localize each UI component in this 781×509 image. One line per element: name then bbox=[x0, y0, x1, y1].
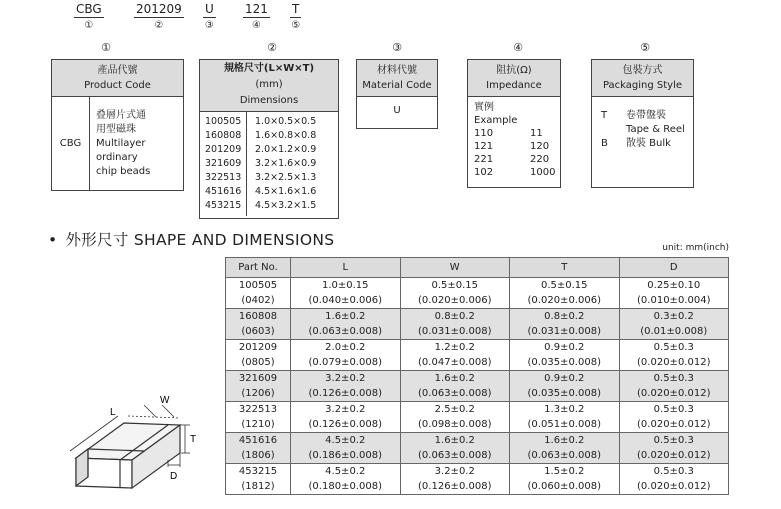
table-cell-l: 4.5±0.2 bbox=[291, 433, 401, 449]
table-cell-d: 0.5±0.3 bbox=[619, 402, 729, 418]
header-d: D bbox=[619, 258, 729, 278]
table-cell-w: (0.063±0.008) bbox=[400, 448, 510, 464]
table-row bbox=[226, 479, 729, 495]
header-w: W bbox=[400, 258, 510, 278]
dimension-row: 100505 1.0×0.5×0.5 bbox=[205, 116, 317, 127]
diagram-label-t: T bbox=[190, 434, 197, 445]
table-cell-d: (0.020±0.012) bbox=[619, 386, 729, 402]
table-cell-w: (0.126±0.008) bbox=[400, 479, 510, 495]
table-cell-part: 322513 bbox=[226, 402, 291, 418]
circle-number-1: ① bbox=[101, 41, 111, 54]
table-cell-t: 0.5±0.15 bbox=[510, 278, 620, 294]
code-part-packaging: T ⑤ bbox=[291, 2, 301, 31]
table-cell-l: (0.186±0.008) bbox=[291, 448, 401, 464]
table-cell-t: 0.9±0.2 bbox=[510, 340, 620, 356]
table-cell-part: 201209 bbox=[226, 340, 291, 356]
table-cell-t: (0.035±0.008) bbox=[510, 386, 620, 402]
table-cell-part: (0402) bbox=[226, 293, 291, 309]
material-code-header: 材料代號 Material Code bbox=[357, 60, 437, 97]
table-row bbox=[226, 340, 729, 356]
diagram-label-d: D bbox=[170, 471, 178, 482]
dimension-row: 451616 4.5×1.6×1.6 bbox=[205, 186, 317, 197]
table-cell-l: (0.126±0.008) bbox=[291, 386, 401, 402]
circle-number-2: ② bbox=[267, 41, 277, 54]
table-cell-w: 1.6±0.2 bbox=[400, 371, 510, 387]
table-row bbox=[226, 324, 729, 340]
table-cell-part: 100505 bbox=[226, 278, 291, 294]
table-row bbox=[226, 386, 729, 402]
product-code-header: 產品代號 Product Code bbox=[52, 60, 183, 97]
table-row bbox=[226, 433, 729, 449]
table-cell-w: (0.031±0.008) bbox=[400, 324, 510, 340]
table-row bbox=[226, 371, 729, 387]
table-cell-part: (1812) bbox=[226, 479, 291, 495]
impedance-box bbox=[467, 59, 561, 188]
table-cell-t: 1.3±0.2 bbox=[510, 402, 620, 418]
unit-label: unit: mm(inch) bbox=[662, 243, 729, 253]
table-cell-t: 1.6±0.2 bbox=[510, 433, 620, 449]
section-title: • 外形尺寸 SHAPE AND DIMENSIONS bbox=[48, 231, 335, 249]
table-cell-d: (0.020±0.012) bbox=[619, 355, 729, 371]
table-cell-t: (0.051±0.008) bbox=[510, 417, 620, 433]
table-cell-w: (0.020±0.006) bbox=[400, 293, 510, 309]
code-part-material: U ③ bbox=[204, 2, 214, 31]
dimension-row: 322513 3.2×2.5×1.3 bbox=[205, 172, 317, 183]
dimensions-list bbox=[200, 112, 338, 213]
dimensions-box bbox=[199, 59, 339, 219]
table-cell-w: 3.2±0.2 bbox=[400, 464, 510, 480]
table-cell-l: 3.2±0.2 bbox=[291, 371, 401, 387]
table-cell-w: 0.8±0.2 bbox=[400, 309, 510, 325]
dimensions-header: 規格尺寸(L×W×T) (mm) Dimensions bbox=[200, 60, 338, 112]
packaging-header: 包裝方式 Packaging Style bbox=[592, 60, 693, 97]
table-cell-d: 0.5±0.3 bbox=[619, 340, 729, 356]
product-code-value: CBG bbox=[52, 97, 90, 190]
table-cell-l: 2.0±0.2 bbox=[291, 340, 401, 356]
table-cell-t: (0.020±0.006) bbox=[510, 293, 620, 309]
dimension-row: 160808 1.6×0.8×0.8 bbox=[205, 130, 317, 141]
table-cell-l: 3.2±0.2 bbox=[291, 402, 401, 418]
table-cell-d: 0.3±0.2 bbox=[619, 309, 729, 325]
table-cell-w: (0.063±0.008) bbox=[400, 386, 510, 402]
table-cell-part: (1210) bbox=[226, 417, 291, 433]
table-cell-w: 1.2±0.2 bbox=[400, 340, 510, 356]
diagram-label-l: L bbox=[110, 407, 116, 418]
table-cell-part: 160808 bbox=[226, 309, 291, 325]
dimension-row: 201209 2.0×1.2×0.9 bbox=[205, 144, 317, 155]
table-cell-t: 1.5±0.2 bbox=[510, 464, 620, 480]
table-cell-part: 451616 bbox=[226, 433, 291, 449]
code-part-impedance: 121 ④ bbox=[245, 2, 268, 31]
table-row bbox=[226, 278, 729, 294]
header-part-no: Part No. bbox=[226, 258, 291, 278]
table-cell-d: 0.5±0.3 bbox=[619, 371, 729, 387]
impedance-row: 102 1000 bbox=[474, 167, 556, 178]
header-t: T bbox=[510, 258, 620, 278]
table-cell-l: (0.180±0.008) bbox=[291, 479, 401, 495]
table-cell-t: (0.060±0.008) bbox=[510, 479, 620, 495]
impedance-row: 121 120 bbox=[474, 141, 550, 152]
table-cell-l: 1.0±0.15 bbox=[291, 278, 401, 294]
table-row bbox=[226, 417, 729, 433]
table-cell-w: (0.047±0.008) bbox=[400, 355, 510, 371]
table-row bbox=[226, 309, 729, 325]
table-cell-part: (0603) bbox=[226, 324, 291, 340]
circle-number-3: ③ bbox=[392, 41, 402, 54]
table-row bbox=[226, 448, 729, 464]
table-cell-l: 1.6±0.2 bbox=[291, 309, 401, 325]
material-code-value: U bbox=[393, 105, 401, 116]
dimensions-table bbox=[225, 257, 729, 495]
product-code-description: 叠層片式通 用型磁珠 Multilayer ordinary chip beads bbox=[96, 110, 151, 177]
table-cell-d: 0.5±0.3 bbox=[619, 433, 729, 449]
packaging-box: 包裝方式 Packaging Style T 卷帶盤裝 Tape & Reel B 散裝 Bulk bbox=[591, 59, 694, 188]
table-cell-d: (0.020±0.012) bbox=[619, 448, 729, 464]
product-code-box bbox=[51, 59, 184, 191]
table-cell-d: (0.020±0.012) bbox=[619, 417, 729, 433]
table-cell-l: (0.063±0.008) bbox=[291, 324, 401, 340]
table-cell-d: 0.5±0.3 bbox=[619, 464, 729, 480]
table-cell-d: (0.01±0.008) bbox=[619, 324, 729, 340]
table-cell-part: 453215 bbox=[226, 464, 291, 480]
material-code-box bbox=[356, 59, 438, 129]
table-cell-l: (0.126±0.008) bbox=[291, 417, 401, 433]
table-cell-w: 0.5±0.15 bbox=[400, 278, 510, 294]
table-cell-l: 4.5±0.2 bbox=[291, 464, 401, 480]
table-cell-w: 2.5±0.2 bbox=[400, 402, 510, 418]
table-cell-part: (1206) bbox=[226, 386, 291, 402]
table-cell-d: (0.020±0.012) bbox=[619, 479, 729, 495]
chip-bead-diagram bbox=[62, 385, 212, 495]
dimension-row: 321609 3.2×1.6×0.9 bbox=[205, 158, 317, 169]
table-cell-d: (0.010±0.004) bbox=[619, 293, 729, 309]
table-cell-part: (0805) bbox=[226, 355, 291, 371]
table-cell-t: (0.063±0.008) bbox=[510, 448, 620, 464]
table-cell-t: 0.9±0.2 bbox=[510, 371, 620, 387]
bullet-icon: • bbox=[48, 231, 58, 249]
code-part-series: CBG ① bbox=[76, 2, 102, 31]
circle-number-5: ⑤ bbox=[640, 41, 650, 54]
code-part-dimension: 201209 ② bbox=[136, 2, 182, 31]
table-cell-l: (0.079±0.008) bbox=[291, 355, 401, 371]
diagram-label-w: W bbox=[160, 395, 170, 406]
table-cell-w: 1.6±0.2 bbox=[400, 433, 510, 449]
table-cell-w: (0.098±0.008) bbox=[400, 417, 510, 433]
table-cell-l: (0.040±0.006) bbox=[291, 293, 401, 309]
impedance-header: 阻抗(Ω) Impedance bbox=[468, 60, 560, 97]
table-row bbox=[226, 355, 729, 371]
table-row bbox=[226, 293, 729, 309]
header-l: L bbox=[291, 258, 401, 278]
table-cell-t: 0.8±0.2 bbox=[510, 309, 620, 325]
table-header-row bbox=[226, 258, 729, 278]
table-row bbox=[226, 464, 729, 480]
table-cell-part: (1806) bbox=[226, 448, 291, 464]
table-row bbox=[226, 402, 729, 418]
impedance-row: 221 220 bbox=[474, 154, 550, 165]
table-cell-part: 321609 bbox=[226, 371, 291, 387]
table-cell-t: (0.035±0.008) bbox=[510, 355, 620, 371]
table-cell-d: 0.25±0.10 bbox=[619, 278, 729, 294]
table-cell-t: (0.031±0.008) bbox=[510, 324, 620, 340]
circle-number-4: ④ bbox=[513, 41, 523, 54]
impedance-row: 110 11 bbox=[474, 128, 543, 139]
impedance-list: 實例 Example 110 11 121 120 221 220 102 1000 bbox=[468, 97, 560, 179]
dimension-row: 453215 4.5×3.2×1.5 bbox=[205, 200, 317, 211]
